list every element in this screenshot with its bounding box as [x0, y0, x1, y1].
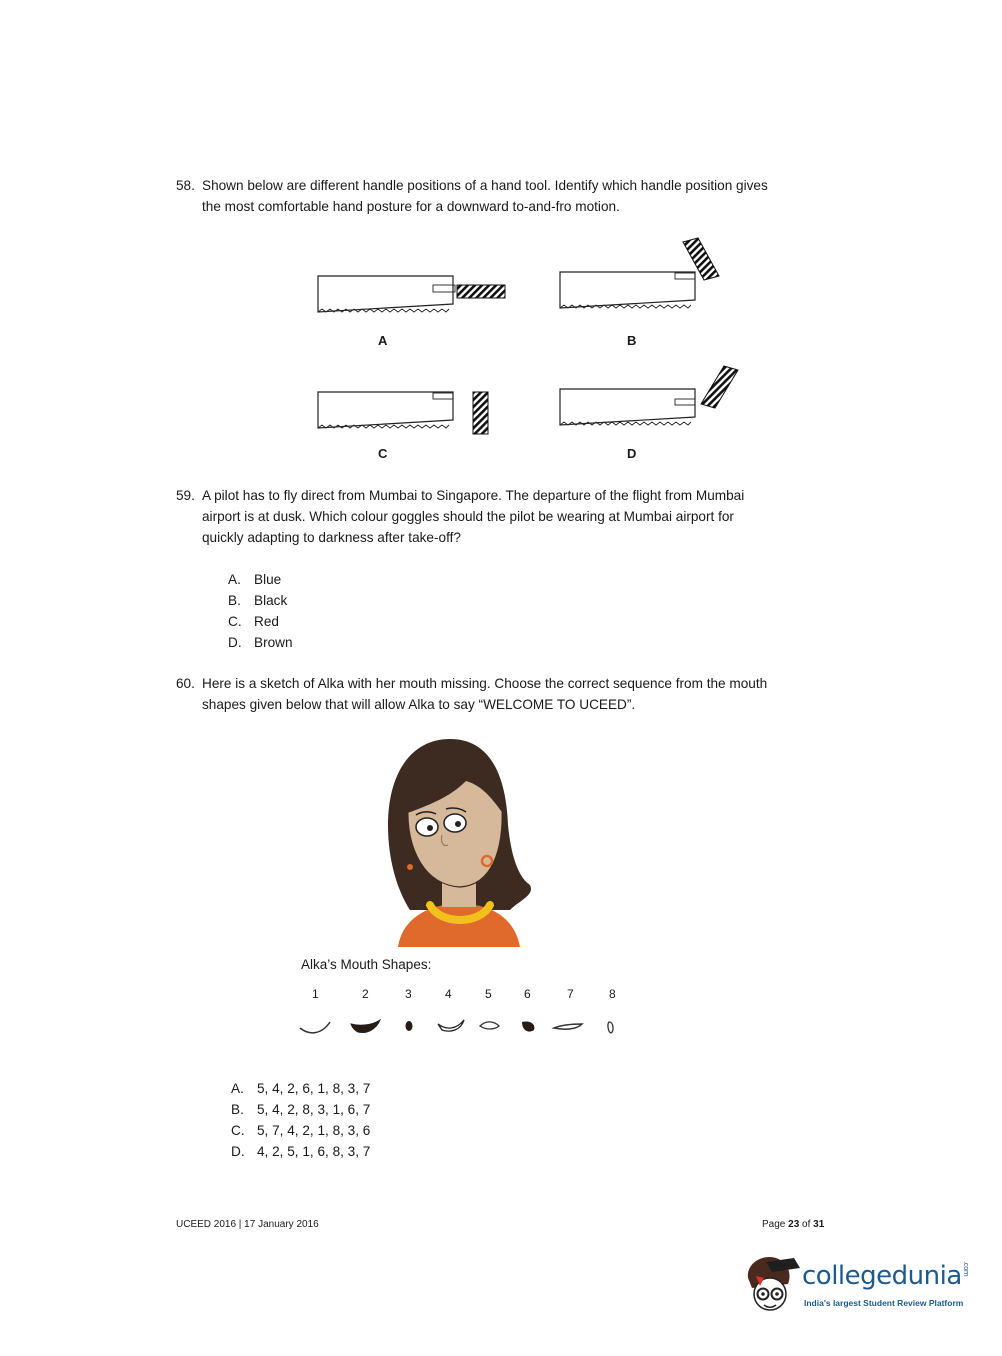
mouth-shape-6 — [522, 1021, 534, 1031]
saw-figure-a — [318, 276, 505, 312]
question-number: 58. — [176, 178, 195, 193]
option-d: D. Brown — [228, 635, 293, 650]
logo-tagline: India's largest Student Review Platform — [804, 1298, 964, 1308]
question-text-line: the most comfortable hand posture for a downward to-and-fro motion. — [202, 199, 620, 214]
figure-label-a: A — [378, 333, 388, 348]
question-60-options — [231, 1078, 370, 1162]
mouth-shape-1 — [300, 1022, 330, 1033]
mouth-number-7: 7 — [567, 987, 574, 1001]
figure-label-d: D — [627, 446, 637, 461]
alka-sketch — [380, 735, 540, 947]
mouth-number-2: 2 — [362, 987, 369, 1001]
mouth-shape-7 — [554, 1024, 582, 1029]
option-a: A. 5, 4, 2, 6, 1, 8, 3, 7 — [231, 1081, 371, 1096]
footer-left: UCEED 2016 | 17 January 2016 — [176, 1219, 319, 1230]
mouth-shape-2 — [351, 1020, 380, 1033]
mouth-shape-5 — [480, 1022, 499, 1029]
logo-wordmark: collegedunia.com — [802, 1261, 970, 1291]
option-b: B. Black — [228, 593, 288, 608]
figure-label-b: B — [627, 333, 637, 348]
saw-figure-d — [560, 366, 738, 425]
question-text-line: Shown below are different handle positions of a hand tool. Identify which handle position gives — [202, 178, 768, 193]
option-b: B. 5, 4, 2, 8, 3, 1, 6, 7 — [231, 1102, 371, 1117]
question-text-line: airport is at dusk. Which colour goggles should the pilot be wearing at Mumbai airport for — [202, 509, 734, 524]
mouth-number-6: 6 — [524, 987, 531, 1001]
option-c: C. Red — [228, 614, 279, 629]
option-a: A. Blue — [228, 572, 282, 587]
question-59 — [176, 485, 744, 548]
question-59-options — [228, 569, 293, 653]
option-d: D. 4, 2, 5, 1, 6, 8, 3, 7 — [231, 1144, 371, 1159]
mouth-shape-3 — [406, 1021, 413, 1031]
question-text-line: A pilot has to fly direct from Mumbai to Singapore. The departure of the flight from Mumbai — [202, 488, 745, 503]
page-number: Page 23 of 31 — [762, 1219, 825, 1230]
collegedunia-logo — [742, 1252, 972, 1322]
question-60 — [176, 673, 767, 715]
option-c: C. 5, 7, 4, 2, 1, 8, 3, 6 — [231, 1123, 371, 1138]
question-number: 59. — [176, 488, 195, 503]
question-text-line: quickly adapting to darkness after take-off? — [202, 530, 461, 545]
question-number: 60. — [176, 676, 195, 691]
saw-handle-figures — [300, 232, 750, 442]
mouth-shapes — [296, 1012, 626, 1040]
mouth-number-1: 1 — [312, 987, 319, 1001]
question-text-line: shapes given below that will allow Alka to say “WELCOME TO UCEED”. — [202, 697, 636, 712]
saw-figure-b — [560, 238, 719, 308]
mouth-number-3: 3 — [405, 987, 412, 1001]
saw-figure-c — [318, 392, 488, 434]
question-text-line: Here is a sketch of Alka with her mouth missing. Choose the correct sequence from the mouth — [202, 676, 768, 691]
figure-label-c: C — [378, 446, 388, 461]
mouth-shapes-title: Alka’s Mouth Shapes: — [301, 957, 432, 972]
mouth-shape-4 — [438, 1020, 464, 1031]
mouth-number-5: 5 — [485, 987, 492, 1001]
mouth-number-4: 4 — [445, 987, 452, 1001]
mouth-number-8: 8 — [609, 987, 616, 1001]
question-58 — [176, 175, 768, 217]
mascot-icon — [742, 1252, 802, 1318]
mouth-shape-8 — [608, 1022, 613, 1033]
